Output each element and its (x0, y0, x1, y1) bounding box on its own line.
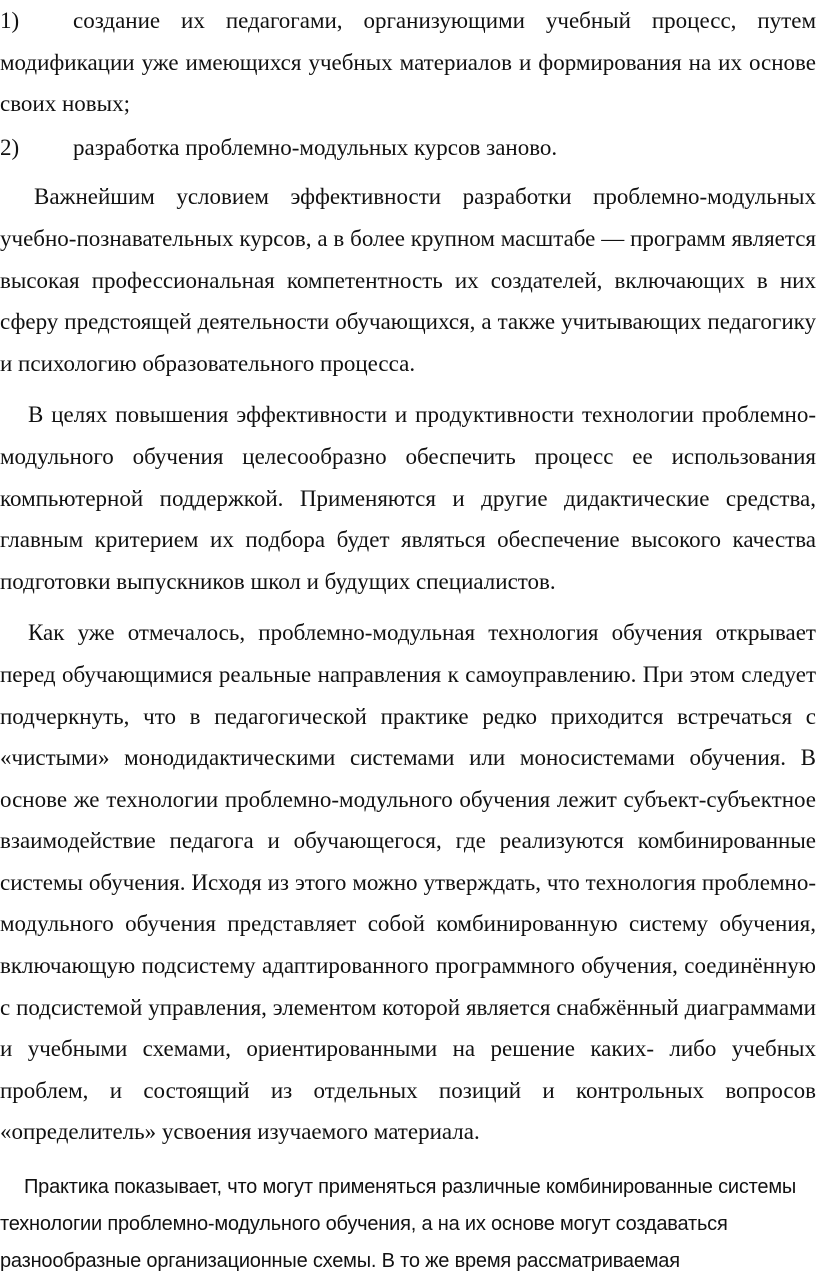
list-item-1 (0, 0, 816, 125)
list-item-text: разработка проблемно-модульных курсов заново. (73, 134, 558, 160)
list-item-number: 2) (0, 134, 20, 160)
paragraph-4: Практика показывает, что могут применяться различные комбинированные системы технологии проблемно-модульного обучения, а на их основе могут создаваться разнообразные организационные схемы. В то же время рассматриваемая (0, 1176, 797, 1273)
list-item-text: создание их педагогами, организующими учебный процесс, путем модификации уже имеющихся учебных материалов и формирования на их основе своих новых; (0, 8, 816, 117)
list-item-2 (0, 127, 816, 169)
paragraph-2: В целях повышения эффективности и продуктивности технологии проблемно-модульного обучения целесообразно обеспечить процесс ее использования компьютерной поддержкой. Применяются и другие дидактические средства, главным критерием их подбора будет являться обеспечение высокого качества подготовки выпускников школ и будущих специалистов. (0, 402, 816, 594)
list-item-number: 1) (0, 8, 20, 33)
paragraph-3: Как уже отмечалось, проблемно-модульная технология обучения открывает перед обучающимися реальные направления к самоуправлению. При этом следует подчеркнуть, что в педагогической практике редко приходится встречаться с «чистыми» монодидактическими системами или моносистемами обучения. В основе же технологии проблемно-модульного обучения лежит субъект-субъектное взаимодействие педагога и обучающегося, где реализуются комбинированные системы обучения. Исходя из этого можно утверждать, что технология проблемно-модульного обучения представляет собой комбинированную систему обучения, включающую подсистему адаптированного программного обучения, соединённую с подсистемой управления, элементом которой является снабжённый диаграммами и учебными схемами, ориентированными на решение каких- либо учебных проблем, и состоящий из отдельных позиций и контрольных вопросов «определитель» усвоения изучаемого материала. (0, 620, 816, 1145)
paragraph-1: Важнейшим условием эффективности разработки проблемно-модульных учебно-познавательных курсов, а в более крупном масштабе — программ является высокая профессиональная компетентность их создателей, включающих в них сферу предстоящей деятельности обучающихся, а также учитывающих педагогику и психологию образовательного процесса. (0, 184, 816, 376)
